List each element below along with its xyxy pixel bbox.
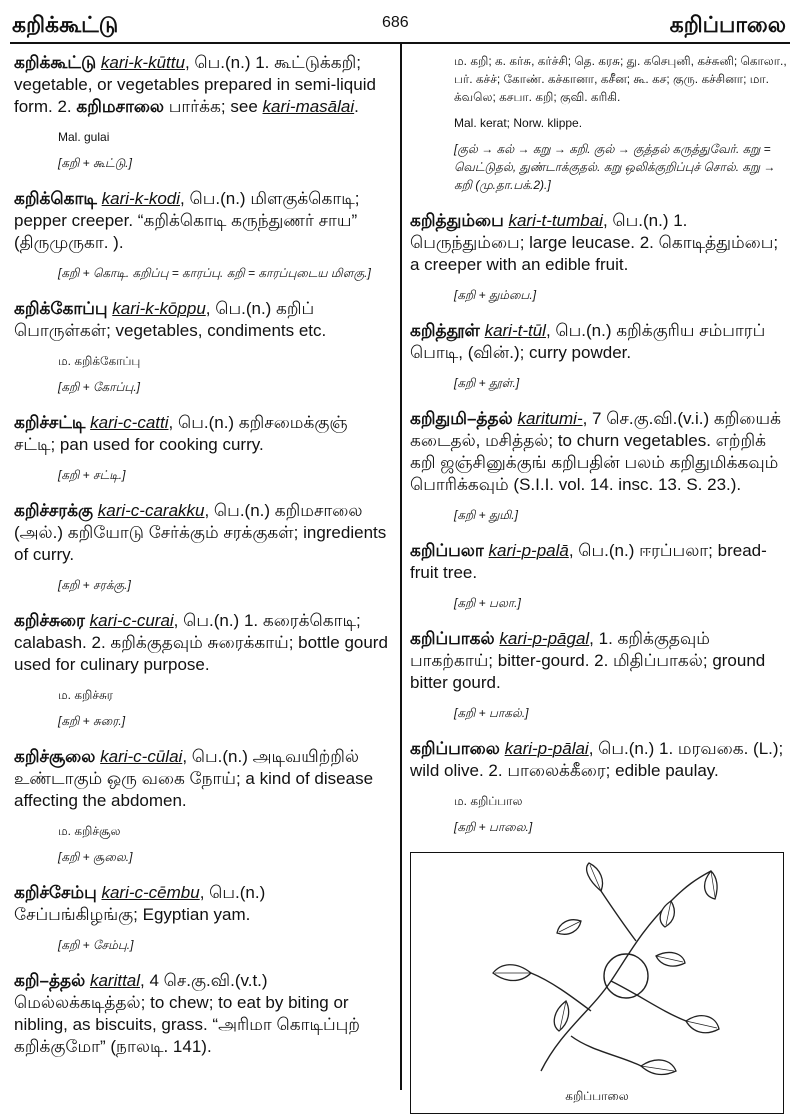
dictionary-entry [14,970,392,1058]
cognate-line: ம. கறிச்சூல [58,824,121,838]
header-right-guideword: கறிப்பாலை [669,12,786,37]
headword: கறிப்பலா [410,541,484,560]
etymology: [கறி + சட்டி.] [58,468,126,482]
headword: கறிக்கொடி [14,189,97,208]
transliteration: kari-p-pāgal [499,629,590,648]
cross-ref-transliteration: kari-masālai [262,97,355,116]
dictionary-entry [410,408,788,496]
etymology: [கறி + பாலை.] [454,820,533,834]
transliteration: kari-c-catti [90,413,169,432]
page-number: 686 [382,14,409,31]
definition: , பெ.(n.) 1. கரைக்கொடி; calabash. 2. கறிக்குதவும் சுரைக்காய்; bottle gourd used for culinary purpose. [14,611,388,674]
dictionary-entry [410,540,788,584]
cognate-line: ம. கறி; க. கர்சு, கர்ச்சி; தெ. கரசு; து. கசெபுனி, கச்சுனி; கொலா., பர். கச்ச்; கோண். கச்கானா, கசீன; கூ. கச; குரு. கச்சினா; மா. க்வலெ; கசபா. கறி; குவி. கரிகி. [454,54,787,104]
dictionary-entry [14,746,392,812]
cognate-line: Mal. gulai [58,130,110,144]
headword: கறிக்கூட்டு [14,53,97,72]
left-column [14,52,392,1068]
headword: கறிச்சுரை [14,611,85,630]
headword: கறிப்பாகல் [410,629,495,648]
header-left-guideword: கறிக்கூட்டு [12,12,119,37]
transliteration: kari-k-kūttu [100,53,185,72]
headword: கறிச்சரக்கு [14,501,93,520]
right-column [410,52,788,1114]
etymology: [கறி + சூலை.] [58,850,133,864]
headword: கறித்தும்பை [410,211,504,230]
dictionary-entry [14,52,392,118]
page-header [0,0,800,44]
cognate-line: ம. கறிக்கோப்பு [58,354,141,368]
definition: , பெ.(n.) கறிமசாலை (அல்.) கறியோடு சேர்க்கும் சரக்குகள்; ingredients of curry. [14,501,387,564]
definition: , 4 செ.கு.வி.(v.t.) மெல்லக்கடித்தல்; to chew; to eat by biting or nibling, as biscuits, grass. “அரிமா கொடிப்புற் கறிக்குமோ” (நாலடி. 141). [14,971,360,1056]
headword: கறிப்பாலை [410,739,500,758]
definition: , பெ.(n.) மிளகுக்கொடி; pepper creeper. “கறிக்கொடி கருந்துணர் சாய” (திருமுருகா. ). [14,189,360,252]
cognate-line: ம. கறிச்சுர [58,688,113,702]
transliteration: kari-p-pālai [504,739,589,758]
cognate-line: ம. கறிப்பால [454,794,523,808]
definition: , பெ.(n.) சேப்பங்கிழங்கு; Egyptian yam. [14,883,266,924]
column-divider [400,44,402,1090]
etymology: [கறி + துமி.] [454,508,518,522]
etymology: [கறி + பலா.] [454,596,521,610]
headword: கறிதுமி–த்தல் [410,409,513,428]
dictionary-entry [410,210,788,276]
headword: கறி–த்தல் [14,971,86,990]
transliteration: kari-k-kōppu [112,299,206,318]
etymology: [கறி + பாகல்.] [454,706,529,720]
definition: , பெ.(n.) 1. கூட்டுக்கறி; vegetable, or vegetables prepared in semi-liquid form. 2. [14,53,376,116]
definition: , பெ.(n.) 1. மரவகை. (L.); wild olive. 2. பாலைக்கீரை; edible paulay. [410,739,784,780]
transliteration: karittal [89,971,141,990]
plant-illustration-frame [410,852,784,1114]
headword: கறிச்சட்டி [14,413,86,432]
definition: , பெ.(n.) ஈரப்பலா; bread-fruit tree. [410,541,767,582]
transliteration: kari-c-cēmbu [101,883,200,902]
transliteration: karitumi- [517,409,583,428]
etymology: [கறி + தும்பை.] [454,288,537,302]
dictionary-entry [14,610,392,676]
headword: கறிச்சூலை [14,747,96,766]
dictionary-entry [14,298,392,342]
figure-caption: கறிப்பாலை [565,1089,629,1103]
transliteration: kari-c-curai [89,611,174,630]
etymology: [குல் → கல் → கறு → கறி. குல் → குத்தல் கருத்துவேர். கறு = வெட்டுதல், துண்டாக்குதல். கறு ஒலிக்குறிப்புச் சொல். கறு → கறி (மு.தா.பக்.2).] [454,142,776,192]
dictionary-entry [410,628,788,694]
cross-ref-word: கறிமசாலை [76,97,165,116]
transliteration: kari-t-tūl [484,321,546,340]
definition: , பெ.(n.) அடிவயிற்றில் உண்டாகும் ஒரு வகை நோய்; a kind of disease affecting the abdomen. [14,747,374,810]
headword: கறித்தூள் [410,321,480,340]
dictionary-entry [14,188,392,254]
dictionary-entry [410,320,788,364]
definition: , பெ.(n.) கறிசமைக்குஞ் சட்டி; pan used for cooking curry. [14,413,348,454]
etymology: [கறி + கொடி. கறிப்பு = காரப்பு. கறி = காரப்புடைய மிளகு.] [58,266,371,280]
etymology: [கறி + சுரை.] [58,714,126,728]
headword: கறிச்சேம்பு [14,883,97,902]
definition: , பெ.(n.) கறிப் பொருள்கள்; vegetables, condiments etc. [14,299,327,340]
etymology: [கறி + கூட்டு.] [58,156,132,170]
transliteration: kari-c-cūlai [100,747,183,766]
definition-end: . [354,97,359,116]
etymology: [கறி + தூள்.] [454,376,520,390]
dictionary-entry [14,500,392,566]
transliteration: kari-t-tumbai [508,211,603,230]
dictionary-entry [14,412,392,456]
definition-cont: பார்க்க; see [164,97,263,116]
etymology: [கறி + சேம்பு.] [58,938,134,952]
dictionary-entry [410,738,788,782]
transliteration: kari-k-kodi [101,189,181,208]
definition: , பெ.(n.) 1. பெருந்தும்பை; large leucase. 2. கொடித்தும்பை; a creeper with an edible fruit. [410,211,779,274]
cognate-line: Mal. kerat; Norw. klippe. [454,116,583,130]
creeper-plant-illustration [471,861,721,1081]
definition: , 1. கறிக்குதவும் பாகற்காய்; bitter-gourd. 2. மிதிப்பாகல்; ground bitter gourd. [410,629,766,692]
transliteration: kari-p-palā [488,541,569,560]
transliteration: kari-c-carakku [97,501,205,520]
etymology: [கறி + சரக்கு.] [58,578,131,592]
etymology: [கறி + கோப்பு.] [58,380,141,394]
definition: , 7 செ.கு.வி.(v.i.) கறியைக் கடைதல், மசித்தல்; to churn vegetables. எற்றிக் கறி ஜஞ்சினுக்குங் கறிபதின் பலம் கறிதுமிக்கவும் பொரிக்கவும் (S.I.I. vol. 14. insc. 13. S. 23.). [410,409,781,494]
definition: , பெ.(n.) கறிக்குரிய சம்பாரப் பொடி, (வின்.); curry powder. [410,321,766,362]
dictionary-entry [14,882,392,926]
headword: கறிக்கோப்பு [14,299,108,318]
